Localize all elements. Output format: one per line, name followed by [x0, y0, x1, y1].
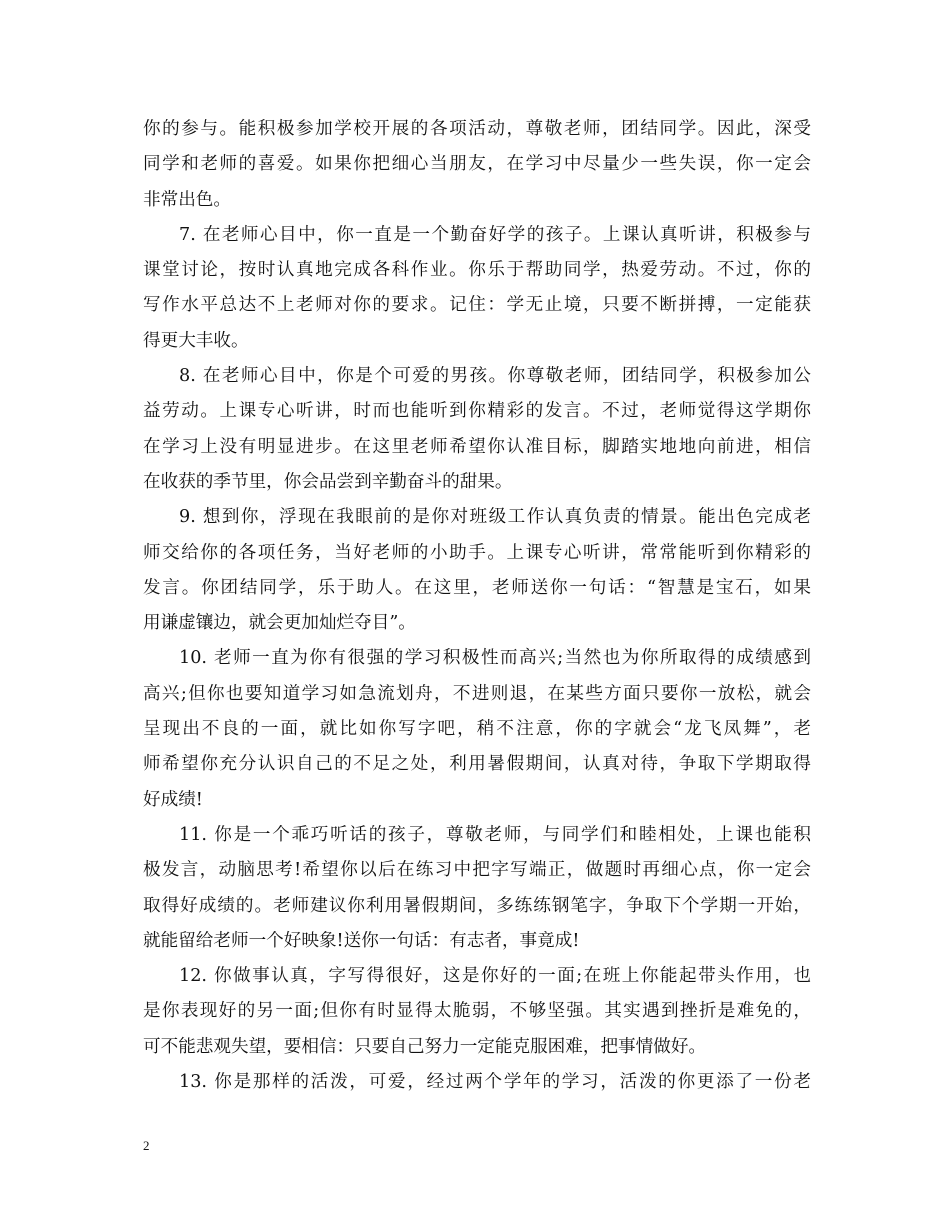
text-line: 好成绩!	[143, 789, 203, 810]
document-body	[143, 112, 811, 1100]
text-line: 可不能悲观失望，要相信：只要自己努力一定能克服困难，把事情做好。	[143, 1036, 707, 1057]
text-line: 写作水平总达不上老师对你的要求。记住：学无止境，只要不断拼搏，一定能获	[143, 295, 811, 316]
text-line: 极发言，动脑思考!希望你以后在练习中把字写端正，做题时再细心点，你一定会	[143, 860, 811, 881]
text-line: 同学和老师的喜爱。如果你把细心当朋友，在学习中尽量少一些失误，你一定会	[143, 154, 811, 175]
paragraph-first-line: 9. 想到你，浮现在我眼前的是你对班级工作认真负责的情景。能出色完成老	[179, 507, 811, 528]
page-number: 2	[143, 1138, 150, 1153]
paragraph-first-line: 11. 你是一个乖巧听话的孩子，尊敬老师，与同学们和睦相处，上课也能积	[179, 824, 811, 845]
text-line: 在收获的季节里，你会品尝到辛勤奋斗的甜果。	[143, 471, 513, 492]
text-line: 发言。你团结同学，乐于助人。在这里，老师送你一句话：“智慧是宝石，如果	[143, 577, 811, 598]
text-line: 是你表现好的另一面;但你有时显得太脆弱，不够坚强。其实遇到挫折是难免的，	[143, 1001, 811, 1022]
text-line: 非常出色。	[143, 189, 231, 210]
text-line: 用谦虚镶边，就会更加灿烂夺目”。	[143, 613, 416, 634]
paragraph-first-line: 7. 在老师心目中，你一直是一个勤奋好学的孩子。上课认真听讲，积极参与	[179, 224, 811, 245]
text-line: 课堂讨论，按时认真地完成各科作业。你乐于帮助同学，热爱劳动。不过，你的	[143, 260, 811, 281]
paragraph-first-line: 10. 老师一直为你有很强的学习积极性而高兴;当然也为你所取得的成绩感到	[179, 648, 811, 669]
text-line: 师交给你的各项任务，当好老师的小助手。上课专心听讲，常常能听到你精彩的	[143, 542, 811, 563]
paragraph-first-line: 12. 你做事认真，字写得很好，这是你好的一面;在班上你能起带头作用，也	[179, 966, 811, 987]
text-line: 你的参与。能积极参加学校开展的各项活动，尊敬老师，团结同学。因此，深受	[143, 119, 811, 139]
paragraph-first-line: 13. 你是那样的活泼，可爱，经过两个学年的学习，活泼的你更添了一份老	[179, 1072, 811, 1093]
text-line: 高兴;但你也要知道学习如急流划舟，不进则退，在某些方面只要你一放松，就会	[143, 683, 811, 704]
text-line: 就能留给老师一个好映象!送你一句话：有志者，事竟成!	[143, 930, 580, 951]
text-line: 益劳动。上课专心听讲，时而也能听到你精彩的发言。不过，老师觉得这学期你	[143, 401, 811, 422]
text-line: 师希望你充分认识自己的不足之处，利用暑假期间，认真对待，争取下学期取得	[143, 754, 811, 775]
text-line: 呈现出不良的一面，就比如你写字吧，稍不注意，你的字就会“龙飞凤舞”，老	[143, 719, 811, 740]
paragraph-first-line: 8. 在老师心目中，你是个可爱的男孩。你尊敬老师，团结同学，积极参加公	[179, 366, 811, 387]
text-line: 在学习上没有明显进步。在这里老师希望你认准目标，脚踏实地地向前进，相信	[143, 436, 811, 457]
text-line: 得更大丰收。	[143, 330, 249, 351]
text-line: 取得好成绩的。老师建议你利用暑假期间，多练练钢笔字，争取下个学期一开始，	[143, 895, 811, 916]
